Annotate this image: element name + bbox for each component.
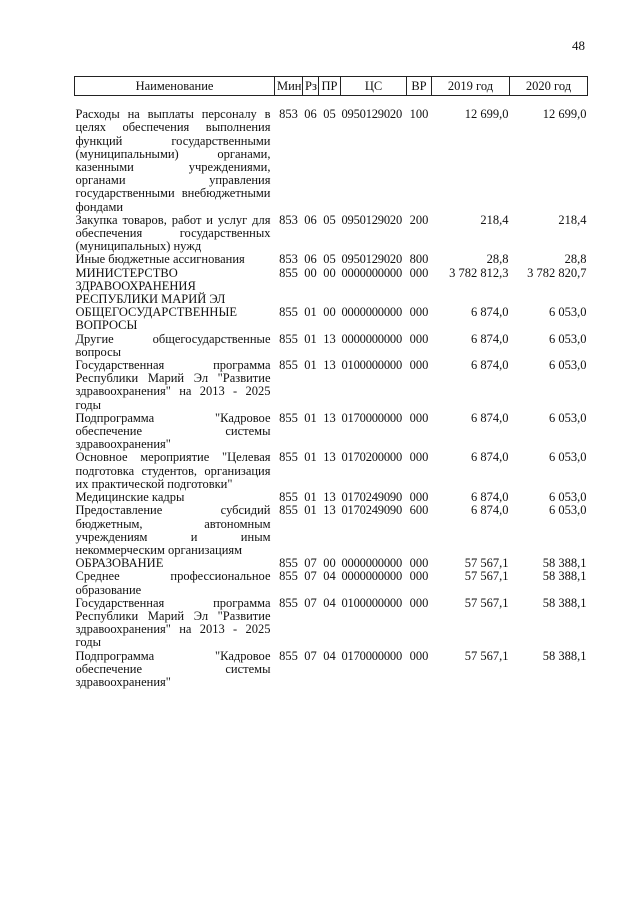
cell-rz: 01 [304, 503, 317, 518]
cell-pr: 05 [323, 252, 336, 267]
cell-rz: 01 [304, 358, 317, 373]
table-row [75, 306, 588, 332]
cell-rz: 07 [304, 648, 317, 663]
cell-name: ОБРАЗОВАНИЕ [75, 556, 164, 571]
header-rz: Рз [303, 77, 319, 96]
cell-name: Государственная программа Республики Марий Эл "Развитие здравоохранения" на 2013 - 2025 годы [75, 358, 271, 412]
cell-y2019: 6 874,0 [471, 358, 509, 373]
cell-rz: 01 [304, 450, 317, 465]
cell-cs: 0100000000 [341, 595, 403, 610]
cell-min: 853 [279, 107, 298, 122]
cell-y2019: 57 567,1 [464, 648, 509, 663]
cell-vr: 000 [409, 331, 429, 346]
cell-y2020: 58 388,1 [542, 569, 587, 584]
header-2020: 2020 год [510, 77, 588, 96]
cell-pr: 13 [323, 410, 336, 425]
cell-name: Медицинские кадры [75, 490, 185, 505]
cell-cs: 0170000000 [341, 410, 403, 425]
cell-vr: 000 [409, 265, 429, 280]
cell-y2020: 58 388,1 [542, 556, 587, 571]
table-row [75, 214, 588, 254]
cell-cs: 0000000000 [341, 305, 403, 320]
cell-y2020: 12 699,0 [542, 107, 587, 122]
table-row [75, 504, 588, 557]
header-pr: ПР [319, 77, 341, 96]
cell-cs: 0000000000 [341, 331, 403, 346]
cell-pr: 13 [323, 331, 336, 346]
cell-y2019: 57 567,1 [464, 556, 509, 571]
cell-min: 855 [279, 358, 298, 373]
cell-y2020: 58 388,1 [542, 595, 587, 610]
cell-rz: 01 [304, 410, 317, 425]
cell-min: 853 [279, 212, 298, 227]
cell-y2020: 3 782 820,7 [527, 265, 587, 280]
cell-vr: 000 [409, 595, 429, 610]
table-row [75, 333, 588, 359]
cell-cs: 0950129020 [341, 107, 403, 122]
cell-cs: 0170249090 [341, 490, 403, 505]
cell-min: 855 [279, 595, 298, 610]
table-row [75, 570, 588, 596]
cell-min: 855 [279, 305, 298, 320]
cell-pr: 05 [323, 212, 336, 227]
cell-y2020: 28,8 [564, 252, 587, 267]
cell-rz: 01 [304, 305, 317, 320]
cell-name: Подпрограмма "Кадровое обеспечение системы здравоохранения" [75, 648, 271, 689]
cell-vr: 600 [409, 503, 429, 518]
cell-y2020: 6 053,0 [549, 490, 587, 505]
cell-vr: 000 [409, 410, 429, 425]
cell-cs: 0170000000 [341, 648, 403, 663]
cell-cs: 0170200000 [341, 450, 403, 465]
cell-vr: 000 [409, 490, 429, 505]
table-row [75, 267, 588, 307]
table-row [75, 597, 588, 650]
cell-rz: 06 [304, 107, 317, 122]
cell-rz: 07 [304, 595, 317, 610]
table-header-row [75, 77, 588, 96]
table-row [75, 96, 588, 214]
cell-y2019: 57 567,1 [464, 595, 509, 610]
cell-cs: 0950129020 [341, 252, 403, 267]
table-row [75, 359, 588, 412]
cell-min: 853 [279, 252, 298, 267]
cell-cs: 0170249090 [341, 503, 403, 518]
cell-name: ОБЩЕГОСУДАРСТВЕННЫЕ ВОПРОСЫ [75, 305, 237, 333]
cell-y2020: 6 053,0 [549, 410, 587, 425]
cell-vr: 100 [409, 107, 429, 122]
cell-min: 855 [279, 556, 298, 571]
cell-cs: 0000000000 [341, 556, 403, 571]
cell-vr: 000 [409, 358, 429, 373]
cell-y2020: 6 053,0 [549, 331, 587, 346]
cell-y2020: 218,4 [558, 212, 587, 227]
cell-y2019: 6 874,0 [471, 305, 509, 320]
table-row [75, 253, 588, 266]
cell-vr: 000 [409, 648, 429, 663]
cell-rz: 00 [304, 265, 317, 280]
cell-min: 855 [279, 503, 298, 518]
cell-pr: 04 [323, 648, 336, 663]
cell-y2019: 28,8 [486, 252, 509, 267]
cell-cs: 0000000000 [341, 265, 403, 280]
cell-name: Подпрограмма "Кадровое обеспечение системы здравоохранения" [75, 410, 271, 452]
cell-rz: 06 [304, 252, 317, 267]
cell-name: Расходы на выплаты персоналу в целях обеспечения выполнения функций государственными (муниципальными) органами, казенными учреждениями, органами управления государственными внебюджетными фондами [75, 107, 271, 214]
cell-y2019: 6 874,0 [471, 410, 509, 425]
cell-y2019: 57 567,1 [464, 569, 509, 584]
cell-y2019: 3 782 812,3 [449, 265, 509, 280]
cell-name: Основное мероприятие "Целевая подготовка студентов, организация их практической подготовки" [75, 450, 271, 491]
cell-min: 855 [279, 490, 298, 505]
cell-min: 855 [279, 450, 298, 465]
cell-pr: 00 [323, 305, 336, 320]
cell-vr: 000 [409, 305, 429, 320]
header-name: Наименование [75, 77, 275, 96]
cell-name: Закупка товаров, работ и услуг для обеспечения государственных (муниципальных) нужд [75, 212, 271, 254]
cell-pr: 00 [323, 265, 336, 280]
cell-y2020: 58 388,1 [542, 648, 587, 663]
cell-name: Предоставление субсидий бюджетным, автономным учреждениям и иным некоммерческим организациям [75, 503, 271, 557]
cell-y2019: 218,4 [480, 212, 509, 227]
header-min: Мин [275, 77, 303, 96]
cell-rz: 07 [304, 556, 317, 571]
cell-pr: 00 [323, 556, 336, 571]
cell-name: Среднее профессиональное образование [75, 569, 271, 597]
cell-name: Государственная программа Республики Марий Эл "Развитие здравоохранения" на 2013 - 2025 годы [75, 595, 271, 650]
cell-vr: 800 [409, 252, 429, 267]
cell-name: Иные бюджетные ассигнования [75, 252, 245, 267]
cell-cs: 0100000000 [341, 358, 403, 373]
cell-y2019: 12 699,0 [464, 107, 509, 122]
cell-pr: 05 [323, 107, 336, 122]
cell-vr: 200 [409, 212, 429, 227]
page-number: 48 [572, 38, 585, 53]
cell-vr: 000 [409, 569, 429, 584]
cell-pr: 13 [323, 358, 336, 373]
cell-pr: 13 [323, 490, 336, 505]
budget-table [74, 76, 588, 689]
header-2019: 2019 год [432, 77, 510, 96]
cell-y2019: 6 874,0 [471, 490, 509, 505]
cell-cs: 0950129020 [341, 212, 403, 227]
cell-y2020: 6 053,0 [549, 503, 587, 518]
cell-vr: 000 [409, 556, 429, 571]
cell-min: 855 [279, 648, 298, 663]
table-row [75, 650, 588, 690]
cell-name: МИНИСТЕРСТВО ЗДРАВООХРАНЕНИЯ РЕСПУБЛИКИ МАРИЙ ЭЛ [75, 265, 226, 307]
cell-vr: 000 [409, 450, 429, 465]
cell-y2019: 6 874,0 [471, 503, 509, 518]
header-vr: ВР [407, 77, 432, 96]
cell-rz: 01 [304, 331, 317, 346]
cell-pr: 04 [323, 569, 336, 584]
cell-y2020: 6 053,0 [549, 305, 587, 320]
cell-cs: 0000000000 [341, 569, 403, 584]
cell-pr: 04 [323, 595, 336, 610]
cell-min: 855 [279, 410, 298, 425]
cell-pr: 13 [323, 450, 336, 465]
cell-name: Другие общегосударственные вопросы [75, 331, 271, 359]
cell-rz: 07 [304, 569, 317, 584]
table-row [75, 412, 588, 452]
cell-min: 855 [279, 331, 298, 346]
cell-y2019: 6 874,0 [471, 450, 509, 465]
cell-rz: 01 [304, 490, 317, 505]
table-row [75, 451, 588, 491]
cell-pr: 13 [323, 503, 336, 518]
cell-min: 855 [279, 569, 298, 584]
cell-y2019: 6 874,0 [471, 331, 509, 346]
cell-y2020: 6 053,0 [549, 450, 587, 465]
header-cs: ЦС [341, 77, 407, 96]
cell-rz: 06 [304, 212, 317, 227]
cell-min: 855 [279, 265, 298, 280]
cell-y2020: 6 053,0 [549, 358, 587, 373]
